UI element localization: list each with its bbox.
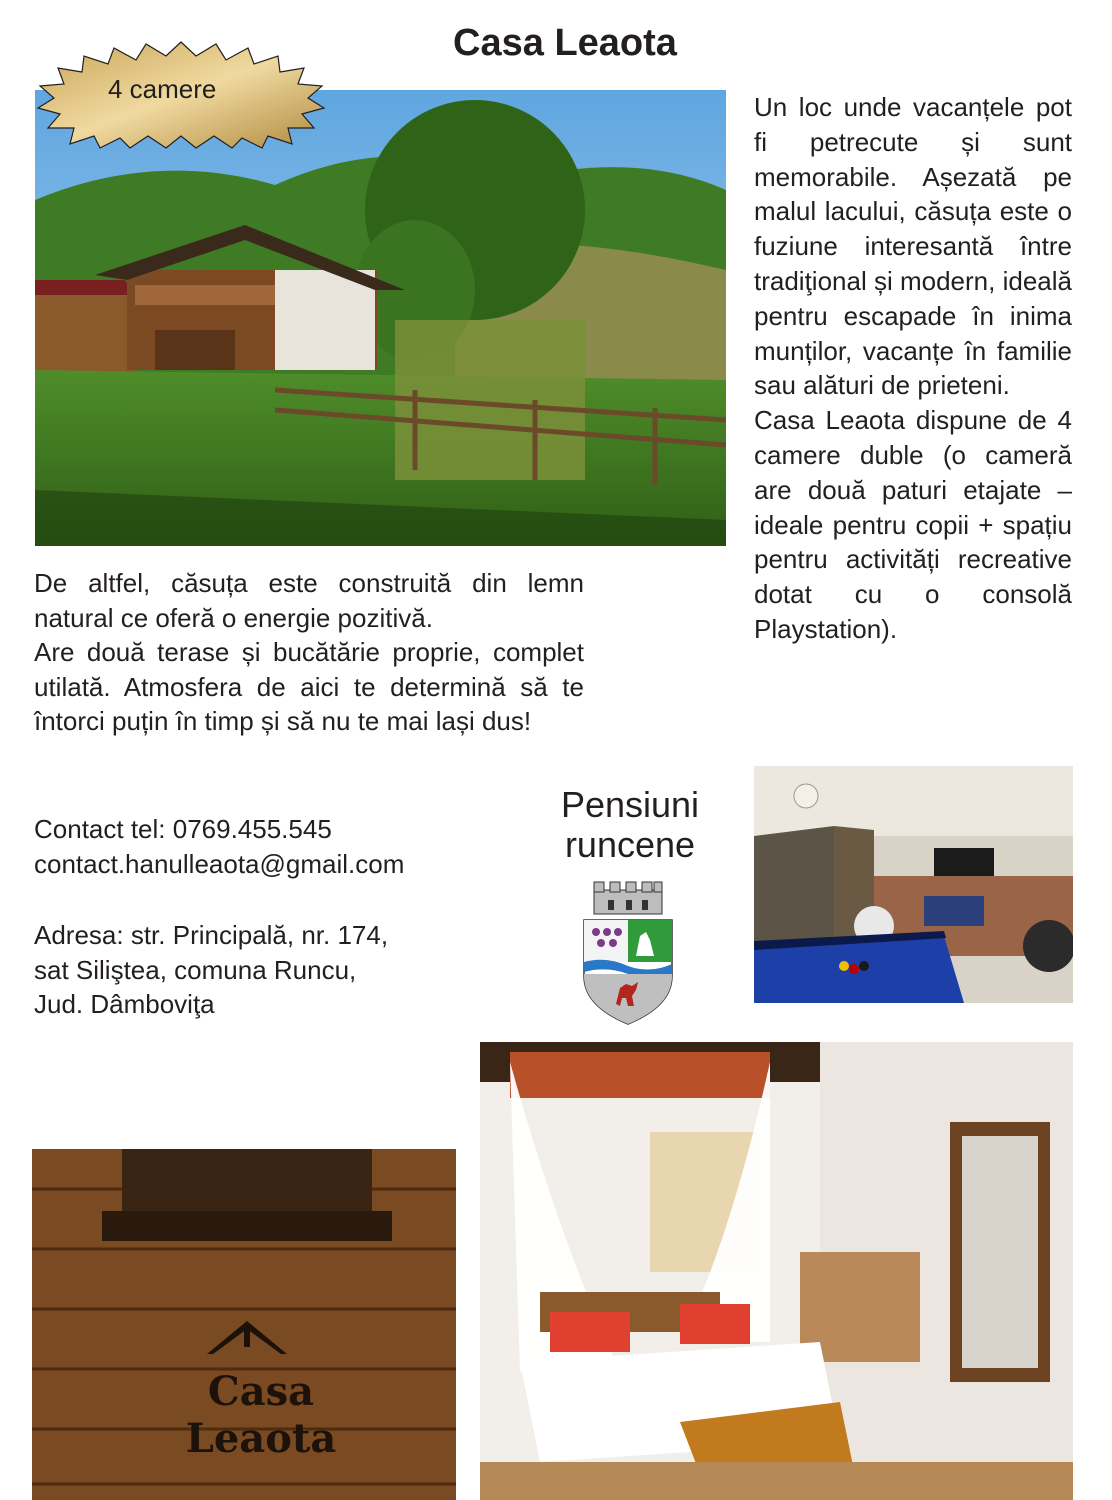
brand-name [530,785,730,865]
address-line-2: sat Siliştea, comuna Runcu, [34,954,357,985]
brand-line-2: runcene [564,824,696,865]
contact-email: contact.hanulleaota@gmail.com [34,848,405,879]
description-left-paragraph-2: Are două terase și bucătărie proprie, complet utilată. Atmosfera de aici te determină să te întorci puțin în timp și să nu te mai lași dus! [34,637,584,737]
wooden-sign-text: Casa Leaota [185,1368,337,1462]
game-room-photo [754,766,1073,1003]
brand-line-1: Pensiuni [560,784,700,825]
description-right-paragraph-2: Casa Leaota dispune de 4 camere duble (o cameră are două paturi etajate – ideale pentru copii + spațiu pentru activități recreative dotat cu o consolă Playstation). [754,405,1072,644]
description-left [34,566,584,739]
address-line-1: Adresa: str. Principală, nr. 174, [34,920,389,950]
description-left-paragraph-1: De altfel, căsuța este construită din lemn natural ce oferă o energie pozitivă. [34,568,584,633]
description-right [754,90,1072,647]
address-block [34,918,534,1022]
page-title: Casa Leaota [453,22,677,64]
coat-of-arms-icon [580,876,676,1026]
description-right-paragraph-1: Un loc unde vacanțele pot fi petrecute și sunt memorabile. Așezată pe malul lacului, căsuța este o fuziune interesantă între tradiţional și modern, ideală pentru escapade în inima munților, vacanțe în familie sau alături de prieteni. [754,92,1072,401]
rooms-badge-label: 4 camere [108,74,217,104]
contact-block [34,812,534,881]
contact-phone: Contact tel: 0769.455.545 [34,814,332,844]
address-line-3: Jud. Dâmboviţa [34,989,215,1020]
house-exterior-photo [35,90,726,546]
bedroom-photo [480,1042,1073,1500]
